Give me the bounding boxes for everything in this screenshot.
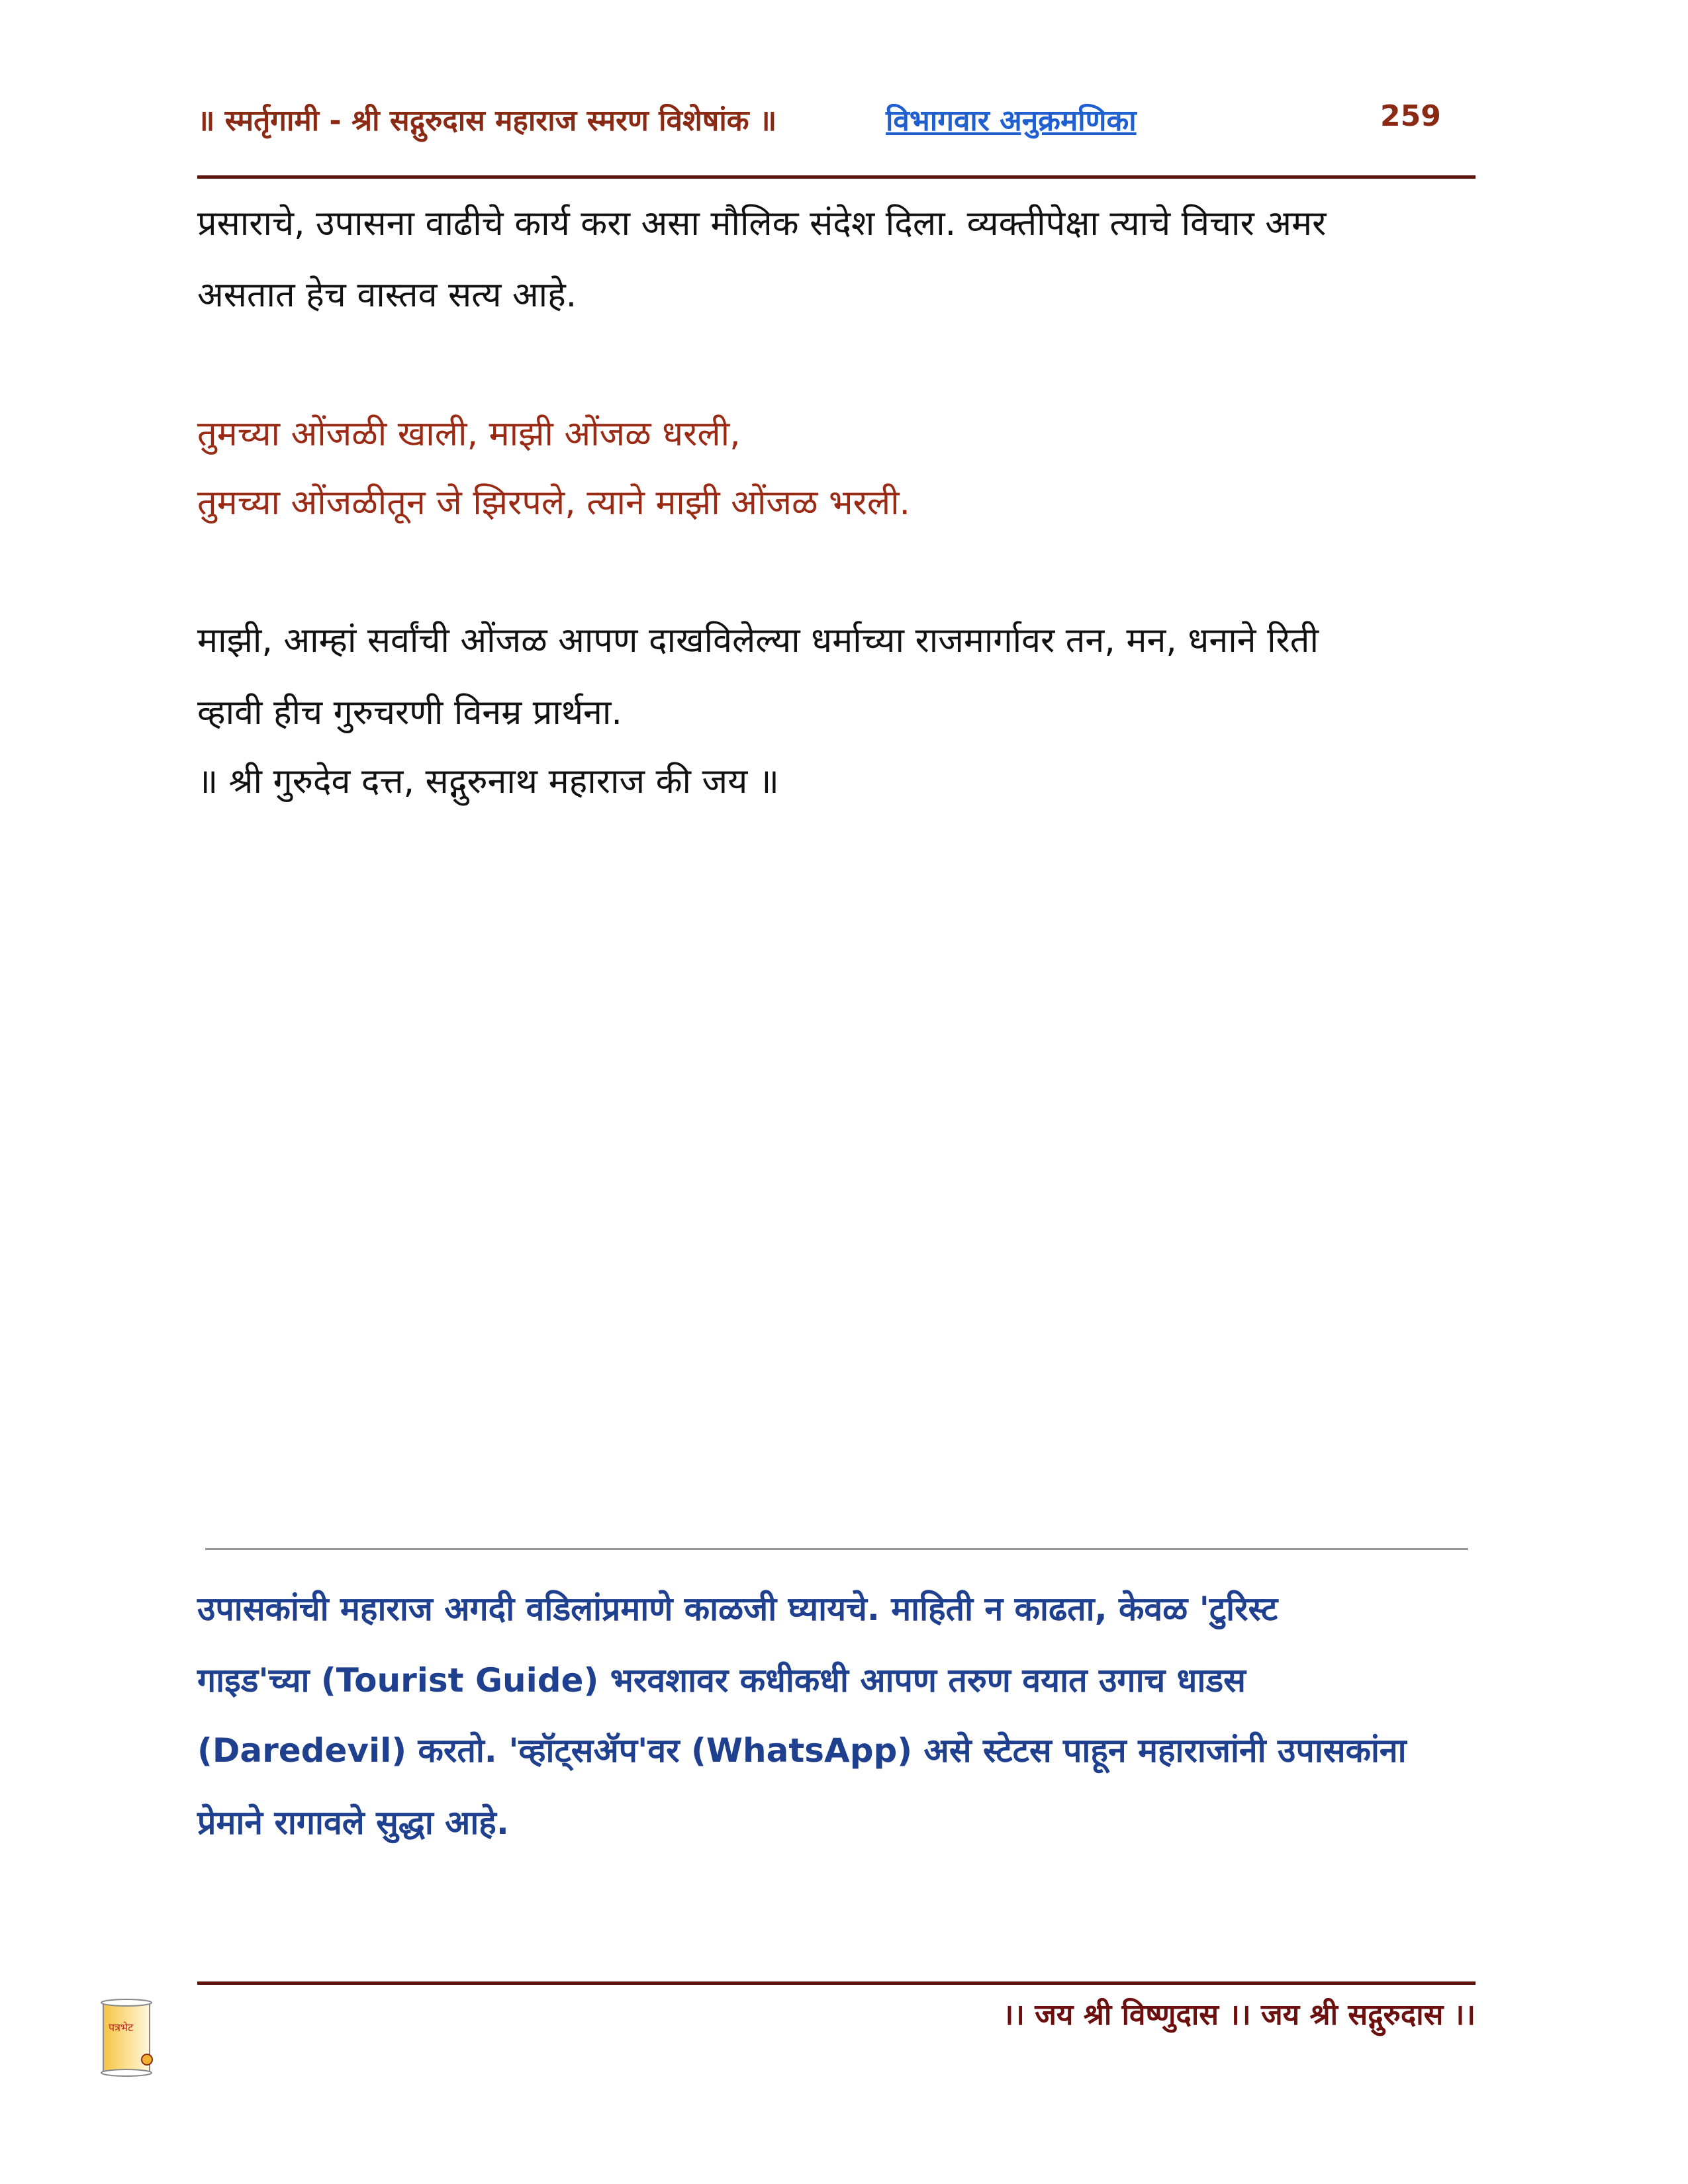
paragraph-line: असतात हेच वास्तव सत्य आहे. — [197, 275, 577, 315]
poem-line: तुमच्या ओंजळीतून जे झिरपले, त्याने माझी ओंजळ भरली. — [197, 483, 911, 523]
footer-rule — [197, 1981, 1476, 1985]
logo-text: पत्रभेट — [109, 2021, 134, 2034]
note-line: प्रेमाने रागावले सुद्धा आहे. — [197, 1803, 509, 1842]
note-line: गाइड'च्या (Tourist Guide) भरवशावर कधीकधी आपण तरुण वयात उगाच धाडस — [197, 1661, 1246, 1700]
scroll-logo — [99, 1999, 159, 2078]
paragraph-line: व्हावी हीच गुरुचरणी विनम्र प्रार्थना. — [197, 693, 622, 733]
index-link[interactable]: विभागवार अनुक्रमणिका — [886, 104, 1137, 138]
scroll-icon — [99, 1999, 159, 2078]
note-divider — [205, 1548, 1468, 1550]
closing-line: ॥ श्री गुरुदेव दत्त, सद्गुरुनाथ महाराज की जय ॥ — [197, 762, 779, 801]
header-rule — [197, 175, 1476, 179]
paragraph-line: प्रसाराचे, उपासना वाढीचे कार्य करा असा मौलिक संदेश दिला. व्यक्तीपेक्षा त्याचे विचार अमर — [197, 204, 1327, 244]
paragraph-line: माझी, आम्हां सर्वांची ओंजळ आपण दाखविलेल्या धर्माच्या राजमार्गावर तन, मन, धनाने रिती — [197, 621, 1319, 660]
note-line: उपासकांची महाराज अगदी वडिलांप्रमाणे काळजी घ्यायचे. माहिती न काढता, केवळ 'टुरिस्ट — [197, 1590, 1278, 1628]
page-number: 259 — [1380, 99, 1441, 133]
header-title: ॥ स्मर्तृगामी - श्री सद्गुरुदास महाराज स्मरण विशेषांक ॥ — [197, 104, 777, 138]
footer-motto: ।। जय श्री विष्णुदास ।। जय श्री सद्गुरुदास ।। — [1002, 1998, 1476, 2032]
note-line: (Daredevil) करतो. 'व्हॉट्सॲप'वर (WhatsApp) असे स्टेटस पाहून महाराजांनी उपासकांना — [197, 1731, 1407, 1770]
poem-line: तुमच्या ओंजळी खाली, माझी ओंजळ धरली, — [197, 414, 741, 454]
